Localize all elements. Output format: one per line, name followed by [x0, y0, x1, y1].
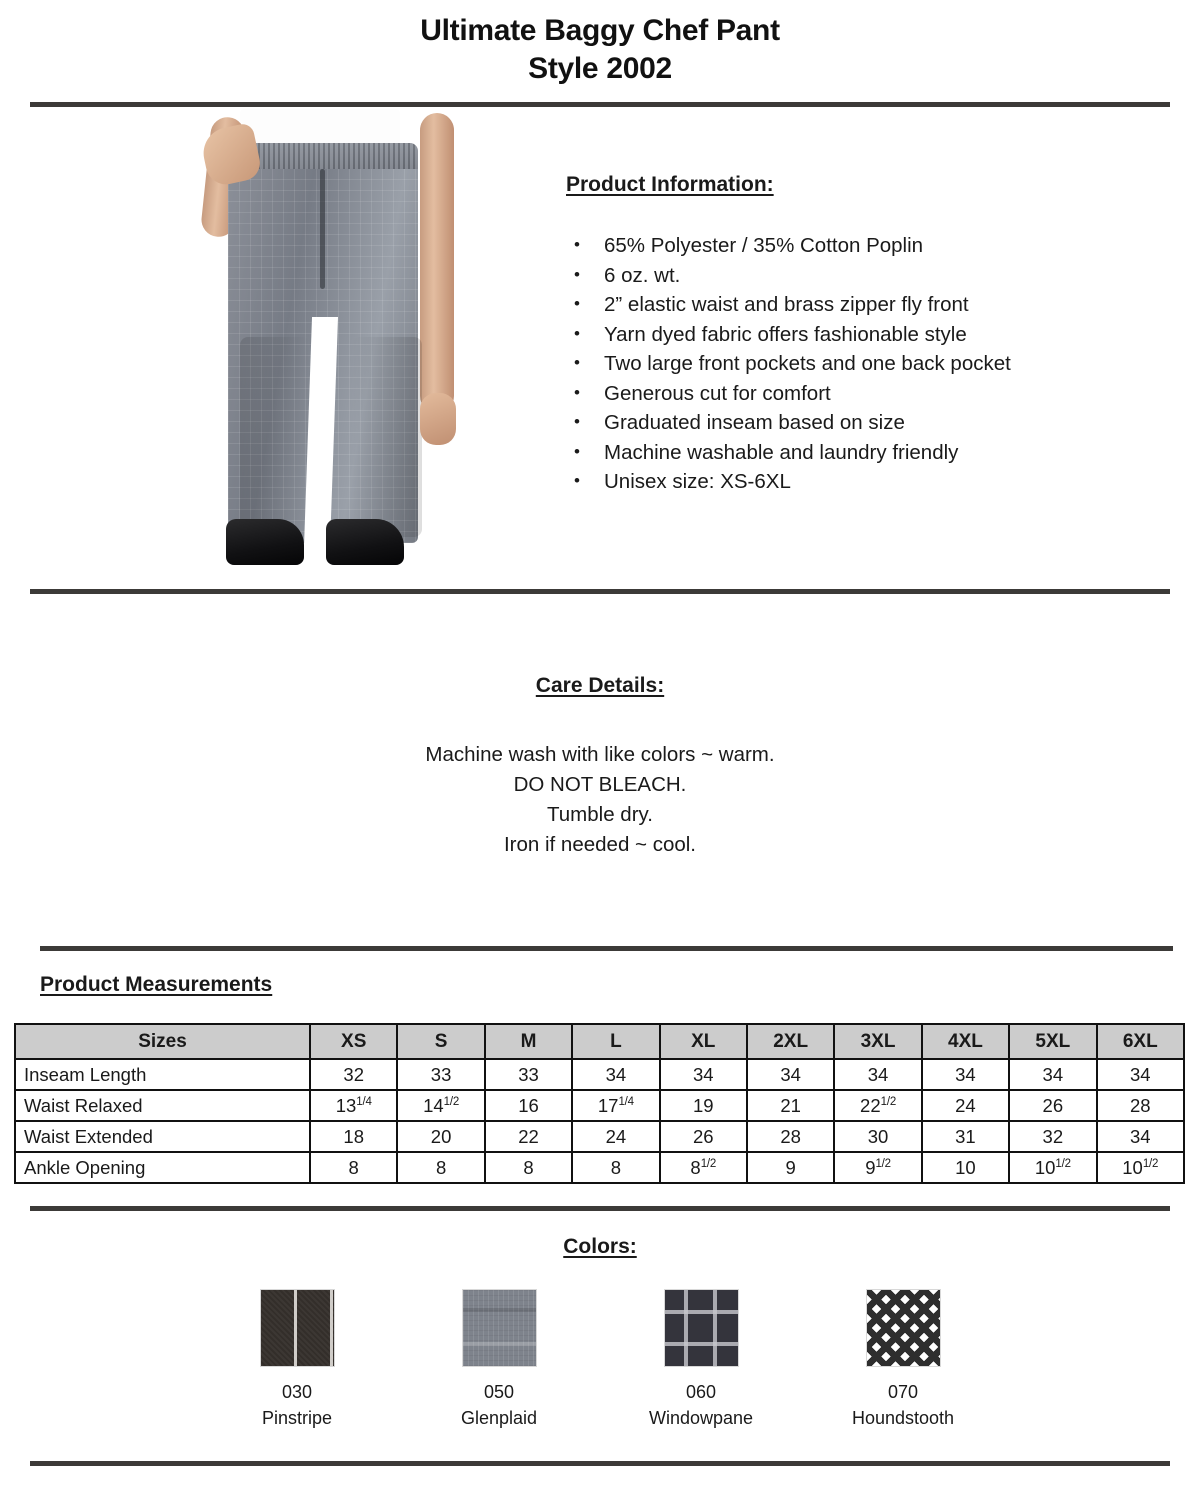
- divider-above-measurements: [40, 946, 1173, 951]
- color-option-070[interactable]: [843, 1289, 963, 1431]
- row-label: Waist Extended: [15, 1121, 310, 1152]
- care-line: DO NOT BLEACH.: [513, 773, 687, 796]
- column-header-6xl: 6XL: [1097, 1024, 1184, 1059]
- colors-section: [0, 1206, 1200, 1431]
- column-header-xs: XS: [310, 1024, 397, 1059]
- care-line: Tumble dry.: [547, 803, 653, 826]
- page-title-line-2: Style 2002: [528, 52, 672, 85]
- care-line: Iron if needed ~ cool.: [503, 833, 697, 856]
- cell: 28: [747, 1121, 834, 1152]
- cell: 8: [397, 1152, 484, 1183]
- page-title: [0, 0, 1200, 88]
- cell: 26: [1009, 1090, 1096, 1121]
- swatch-name: Glenplaid: [460, 1408, 538, 1428]
- table-row: [15, 1121, 1184, 1152]
- color-option-030[interactable]: [237, 1289, 357, 1431]
- page-title-line-1: Ultimate Baggy Chef Pant: [420, 14, 780, 47]
- cell: 34: [1009, 1059, 1096, 1090]
- cell: 32: [310, 1059, 397, 1090]
- swatch-name: Pinstripe: [261, 1408, 333, 1428]
- care-line: Machine wash with like colors ~ warm.: [425, 743, 775, 766]
- product-photo: [180, 107, 470, 577]
- cell: 33: [485, 1059, 572, 1090]
- table-row: [15, 1059, 1184, 1090]
- cell: $9^{1/2}$: [834, 1152, 921, 1183]
- product-information-heading: Product Information:: [566, 173, 774, 196]
- cell: 34: [747, 1059, 834, 1090]
- swatch-code: 030: [281, 1382, 313, 1402]
- table-row: [15, 1090, 1184, 1121]
- left-shoe-shape: [226, 519, 304, 565]
- column-header-5xl: 5XL: [1009, 1024, 1096, 1059]
- list-item: • 65% Polyester / 35% Cotton Poplin: [566, 231, 1011, 261]
- cell: 28: [1097, 1090, 1184, 1121]
- swatch-name: Windowpane: [648, 1408, 754, 1428]
- right-shoe-shape: [326, 519, 404, 565]
- swatch-name: Houndstooth: [851, 1408, 955, 1428]
- colors-heading: Colors:: [563, 1235, 637, 1258]
- cell: 34: [922, 1059, 1009, 1090]
- swatch-row: [0, 1289, 1200, 1431]
- cell: 34: [1097, 1121, 1184, 1152]
- cell: 34: [1097, 1059, 1184, 1090]
- column-header-m: M: [485, 1024, 572, 1059]
- cell: 8: [310, 1152, 397, 1183]
- cell: 33: [397, 1059, 484, 1090]
- cell: 24: [572, 1121, 659, 1152]
- care-details-heading: Care Details:: [535, 674, 665, 697]
- column-header-xl: XL: [660, 1024, 747, 1059]
- right-leg-shading: [352, 337, 422, 537]
- zipper-fly-shape: [320, 169, 325, 289]
- product-measurements-heading: Product Measurements: [40, 973, 273, 996]
- cell: 10: [922, 1152, 1009, 1183]
- cell: $8^{1/2}$: [660, 1152, 747, 1183]
- cell: 21: [747, 1090, 834, 1121]
- row-label: Waist Relaxed: [15, 1090, 310, 1121]
- cell: 31: [922, 1121, 1009, 1152]
- table-row: [15, 1152, 1184, 1183]
- color-option-060[interactable]: [641, 1289, 761, 1431]
- color-option-050[interactable]: [439, 1289, 559, 1431]
- cell: 34: [834, 1059, 921, 1090]
- list-item: • Generous cut for comfort: [566, 379, 1011, 409]
- product-measurements-section: [0, 946, 1200, 1184]
- table-header-row: [15, 1024, 1184, 1059]
- right-hand-shape: [420, 393, 456, 445]
- cell: 9: [747, 1152, 834, 1183]
- column-header-l: L: [572, 1024, 659, 1059]
- cell: $17^{1/4}$: [572, 1090, 659, 1121]
- list-item: • Machine washable and laundry friendly: [566, 438, 1011, 468]
- swatch-pinstripe[interactable]: [260, 1289, 335, 1367]
- divider-bottom: [30, 1461, 1170, 1466]
- cell: 20: [397, 1121, 484, 1152]
- list-item: • 2” elastic waist and brass zipper fly front: [566, 290, 1011, 320]
- cell: $10^{1/2}$: [1097, 1152, 1184, 1183]
- cell: 19: [660, 1090, 747, 1121]
- cell: $22^{1/2}$: [834, 1090, 921, 1121]
- swatch-windowpane[interactable]: [664, 1289, 739, 1367]
- product-information-list: [566, 231, 1011, 497]
- cell: $10^{1/2}$: [1009, 1152, 1096, 1183]
- list-item: • 6 oz. wt.: [566, 261, 1011, 291]
- right-arm-shape: [420, 113, 454, 413]
- model-illustration: [180, 107, 470, 577]
- list-item: • Graduated inseam based on size: [566, 408, 1011, 438]
- swatch-code: 070: [887, 1382, 919, 1402]
- cell: 24: [922, 1090, 1009, 1121]
- column-header-3xl: 3XL: [834, 1024, 921, 1059]
- list-item: • Unisex size: XS-6XL: [566, 467, 1011, 497]
- cell: 34: [660, 1059, 747, 1090]
- column-header-2xl: 2XL: [747, 1024, 834, 1059]
- care-details-section: [0, 594, 1200, 860]
- cell: 26: [660, 1121, 747, 1152]
- cell: 34: [572, 1059, 659, 1090]
- cell: 8: [485, 1152, 572, 1183]
- measurements-table: [14, 1023, 1185, 1184]
- column-header-4xl: 4XL: [922, 1024, 1009, 1059]
- left-leg-shading: [240, 337, 310, 537]
- cell: 18: [310, 1121, 397, 1152]
- cell: 22: [485, 1121, 572, 1152]
- swatch-glenplaid[interactable]: [462, 1289, 537, 1367]
- column-header-sizes: Sizes: [15, 1024, 310, 1059]
- cell: 32: [1009, 1121, 1096, 1152]
- cell: $13^{1/4}$: [310, 1090, 397, 1121]
- list-item: • Two large front pockets and one back pocket: [566, 349, 1011, 379]
- cell: 16: [485, 1090, 572, 1121]
- cell: 8: [572, 1152, 659, 1183]
- row-label: Inseam Length: [15, 1059, 310, 1090]
- column-header-s: S: [397, 1024, 484, 1059]
- cell: $14^{1/2}$: [397, 1090, 484, 1121]
- cell: 30: [834, 1121, 921, 1152]
- row-label: Ankle Opening: [15, 1152, 310, 1183]
- list-item: • Yarn dyed fabric offers fashionable style: [566, 320, 1011, 350]
- divider-above-colors: [30, 1206, 1170, 1211]
- swatch-houndstooth[interactable]: [866, 1289, 941, 1367]
- measurements-table-body: [15, 1059, 1184, 1183]
- hero-section: [0, 107, 1200, 589]
- swatch-code: 050: [483, 1382, 515, 1402]
- product-information-section: [470, 107, 1011, 497]
- swatch-code: 060: [685, 1382, 717, 1402]
